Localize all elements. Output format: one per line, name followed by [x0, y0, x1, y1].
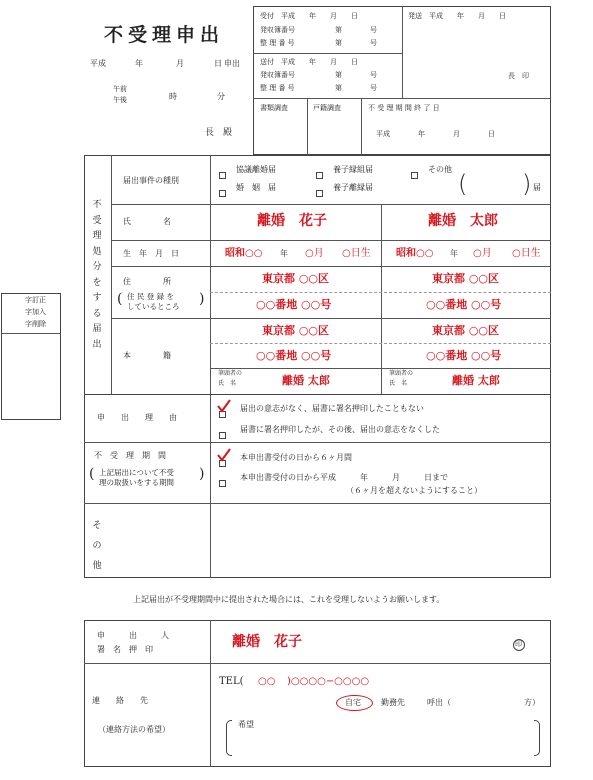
- correction-sakujo: 字削除: [25, 320, 46, 328]
- home-option[interactable]: [336, 695, 373, 711]
- bo1-value: 第 号: [335, 26, 377, 34]
- period-option-1: 本申出書受付の日から６ヶ月間: [240, 453, 352, 462]
- period-paren-open: (: [89, 466, 95, 482]
- date-day: 日: [214, 59, 222, 68]
- birth-left-day: ○日生: [342, 248, 371, 259]
- address-sub-label: 住 民 登 録 を しているところ: [127, 292, 180, 311]
- kind-bracket-close: ): [522, 170, 532, 198]
- address-sub-paren-open: (: [117, 291, 123, 307]
- call-option[interactable]: 呼出（: [427, 698, 451, 707]
- address-left-1: 東京都 ○○区: [262, 272, 330, 285]
- period-1-check-icon: [216, 447, 232, 463]
- bo2-value: 第 号: [335, 71, 377, 79]
- kibou-bracket-right: [534, 720, 540, 756]
- home-label: 自宅: [345, 698, 361, 707]
- contact-sub: （連絡方法の希望）: [98, 725, 170, 734]
- kibou-label: 希望: [238, 720, 254, 729]
- kibou-bracket-left: [226, 720, 232, 756]
- bo1-label: 発収簿番号: [260, 26, 295, 34]
- hittousha-right-value: 離婚 太郎: [452, 374, 500, 387]
- name-label: 氏 名: [123, 217, 171, 226]
- am-label: 午前: [113, 85, 127, 93]
- hittousha-left-label2: 氏 名: [218, 380, 237, 387]
- addressee: 長 殿: [205, 128, 233, 138]
- kind-rien: 養子離縁届: [333, 183, 373, 192]
- correction-kaisei: 字訂正: [25, 296, 46, 304]
- period-checkbox-2[interactable]: [219, 473, 226, 492]
- honseki-left-1: 東京都 ○○区: [262, 324, 330, 337]
- date-era: 平成: [90, 59, 106, 68]
- name-right-value: 離婚 太郎: [428, 213, 498, 229]
- kikan-label: 不 受 理 期 間 終 了 日: [368, 104, 440, 112]
- pm-label: 午後: [113, 96, 127, 104]
- period-option-2: 本申出書受付の日から平成 年 月 日まで: [240, 473, 448, 482]
- kind-checkbox-youshi[interactable]: [316, 165, 323, 184]
- address-right-1: 東京都 ○○区: [432, 272, 500, 285]
- reason-option-1: 届出の意志がなく、届書に署名押印したこともない: [240, 404, 424, 413]
- other-label: その他: [92, 521, 102, 571]
- honseki-left-2: ○○番地 ○○号: [256, 349, 332, 362]
- birth-label: 生 年 月 日: [123, 249, 179, 258]
- tel-area: ○○: [258, 676, 276, 687]
- period-paren-close: ): [199, 466, 205, 482]
- birth-left-month: ○月: [305, 248, 324, 259]
- hassou-line: 発送 平成 年 月 日: [408, 12, 506, 20]
- contact-label: 連 絡 先: [92, 696, 148, 705]
- bo2-label: 発収簿番号: [260, 71, 295, 79]
- reason-label: 申 出 理 由: [97, 413, 177, 422]
- date-month: 月: [176, 59, 184, 68]
- applicant-label-2: 署 名 押 印: [97, 645, 153, 654]
- koseki-label: 戸籍調査: [313, 104, 341, 112]
- seiri2-value: 第 号: [335, 84, 377, 92]
- date-year: 年: [135, 59, 143, 68]
- address-sub-paren-close: ): [199, 291, 205, 307]
- call-kata: 方）: [524, 698, 540, 707]
- reason-option-2: 届書に署名押印したが、その後、届出の意志をなくした: [240, 425, 440, 434]
- kind-checkbox-konin[interactable]: [219, 183, 226, 202]
- kind-kyogi: 協議離婚届: [236, 165, 276, 174]
- work-option[interactable]: 勤務先: [381, 698, 405, 707]
- kikan-date: 平成 年 月 日: [376, 130, 495, 138]
- period-label: 不 受 理 期 間: [94, 451, 166, 460]
- hittousha-right-label1: 筆頭者の: [389, 370, 414, 377]
- shorui-label: 書類調査: [260, 104, 288, 112]
- applicant-label-1: 申 出 人: [97, 631, 169, 640]
- seiri1-label: 整 理 番 号: [260, 39, 295, 47]
- period-sub-label: 上記届出について不受 理の取扱いをする期間: [99, 468, 174, 487]
- address-left-2: ○○番地 ○○号: [256, 298, 332, 311]
- kind-other: その他: [428, 165, 452, 174]
- kind-checkbox-rien[interactable]: [316, 183, 323, 202]
- notice-text: 上記届出が不受理期間中に提出された場合には、これを受理しないようお願いします。: [133, 595, 445, 604]
- correction-kanyu: 字加入: [25, 308, 46, 316]
- kind-label: 届出事件の種別: [123, 176, 179, 185]
- applicant-box: [84, 620, 551, 767]
- kind-bracket-open: (: [458, 170, 468, 198]
- hour-label: 時: [169, 92, 177, 101]
- seal-icon: 印: [513, 639, 525, 651]
- kind-suffix: 届: [533, 183, 541, 192]
- kind-checkbox-other[interactable]: [411, 165, 418, 184]
- side-label: 不受理処分をする届出: [92, 200, 102, 350]
- hittousha-right-label2: 氏 名: [389, 380, 408, 387]
- kind-youshi: 養子縁組届: [333, 165, 373, 174]
- seiri1-value: 第 号: [335, 39, 377, 47]
- soufu-line: 送付 平成 年 月 日: [260, 58, 358, 66]
- address-label: 住 所: [123, 277, 171, 286]
- minute-label: 分: [217, 92, 225, 101]
- reason-1-check-icon: [216, 398, 232, 414]
- form-title: 不受理申出: [104, 24, 225, 46]
- honseki-right-2: ○○番地 ○○号: [426, 349, 502, 362]
- period-option-2-note: （６ヶ月を超えないようにすること）: [346, 486, 482, 495]
- applicant-value: 離婚 花子: [232, 634, 302, 650]
- tel-number: )○○○○−○○○○: [287, 676, 370, 687]
- honseki-right-1: 東京都 ○○区: [432, 324, 500, 337]
- name-left-value: 離婚 花子: [257, 213, 327, 229]
- birth-right-year: 年: [450, 249, 458, 258]
- hittousha-left-value: 離婚 太郎: [282, 374, 330, 387]
- date-suffix: 申出: [224, 59, 240, 68]
- seiri2-label: 整 理 番 号: [260, 84, 295, 92]
- kind-checkbox-kyogi[interactable]: [219, 165, 226, 184]
- tel-prefix: TEL(: [219, 676, 244, 687]
- kind-konin: 婚 姻 届: [236, 183, 276, 192]
- birth-right-day: ○日生: [512, 248, 541, 259]
- hittousha-left-label1: 筆頭者の: [218, 370, 243, 377]
- uketsuke-line: 受付 平成 年 月 日: [260, 12, 358, 20]
- address-right-2: ○○番地 ○○号: [426, 298, 502, 311]
- birth-right-month: ○月: [473, 248, 492, 259]
- birth-right-era: 昭和○○: [396, 248, 434, 259]
- birth-left-era: 昭和○○: [225, 248, 263, 259]
- birth-left-year: 年: [280, 249, 288, 258]
- hassou-seal: 長 印: [508, 72, 529, 80]
- reason-checkbox-2[interactable]: [219, 425, 226, 444]
- honseki-label: 本 籍: [123, 351, 171, 360]
